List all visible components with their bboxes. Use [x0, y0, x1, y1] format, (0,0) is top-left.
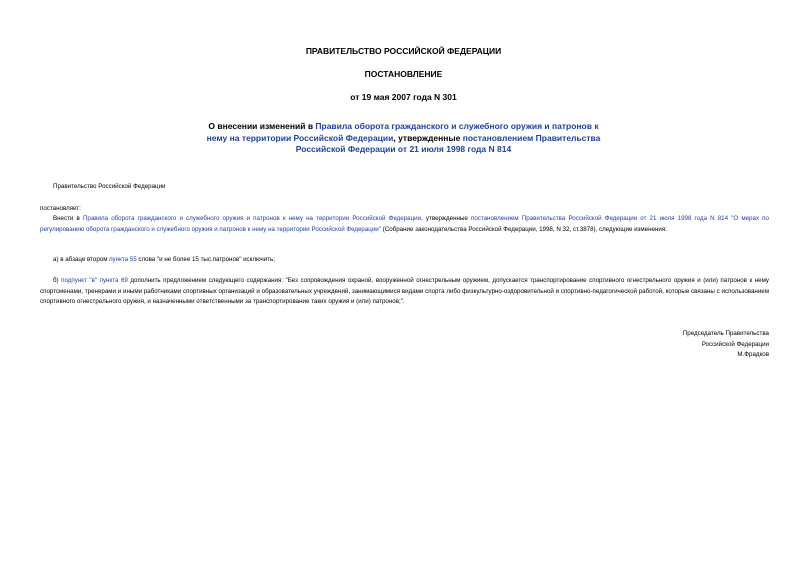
item-b-suffix: дополнить предложением следующего содержания: "Без сопровождения охраной, вооруженной огнестрельным оружием, допускается транспортирование спортивного огнестрельного оружия и (или) патронов к нему спортсменами, тренерами и иными работниками спортивных организаций и образовательных учреждений, занимающимися видами спорта либо физкультурно-оздоровительной и спортивно-педагогической работой, которые связаны с использованием спортивного огнестрельного оружия, и назначенными ответственными за транспортирование таких оружия и (или) патронов;".: [40, 277, 769, 306]
signature-position: Председатель Правительства: [682, 330, 769, 337]
document-date-number: от 19 мая 2007 года N 301: [350, 92, 457, 102]
item-b-paragraph: [40, 276, 769, 308]
main-measures-link[interactable]: "О мерах по регулированию оборота гражданского и служебного оружия и патронов к нему на территории Российской Федерации": [40, 215, 769, 233]
title-resolution-link[interactable]: постановлением Правительства Российской Федерации от 21 июля 1998 года N 814: [295, 132, 601, 154]
item-a-link[interactable]: пункта 55: [109, 256, 137, 263]
main-rules-link[interactable]: Правила оборота гражданского и служебного оружия и патронов к нему на территории Российской Федерации: [82, 215, 422, 222]
item-a-prefix: а) в абзаце втором: [53, 256, 110, 263]
item-a-paragraph: [40, 255, 769, 266]
title-middle: , утвержденные: [393, 132, 463, 143]
main-middle: , утвержденные: [421, 215, 471, 222]
main-suffix: (Собрание законодательства Российской Федерации, 1998, N 32, ст.3878), следующие изменения:: [380, 225, 667, 233]
government-heading: ПРАВИТЕЛЬСТВО РОССИЙСКОЙ ФЕДЕРАЦИИ: [305, 46, 502, 56]
item-a-suffix: слова "и не более 15 тыс.патронов" исключить;: [136, 256, 276, 263]
decrees-line: постановляет:: [40, 205, 81, 212]
government-line: Правительство Российской Федерации: [53, 183, 166, 190]
main-resolution-link[interactable]: постановлением Правительства Российской Федерации от 21 июля 1998 года N 814: [470, 215, 729, 222]
document-type-heading: ПОСТАНОВЛЕНИЕ: [364, 69, 443, 79]
document-title: [200, 121, 607, 156]
signature-block: [560, 329, 769, 361]
signature-organization: Российской Федерации: [701, 340, 769, 348]
main-prefix: Внести в: [53, 215, 83, 222]
signature-name: М.Фрадков: [737, 351, 769, 359]
main-paragraph: [40, 214, 769, 235]
item-b-prefix: б): [53, 277, 62, 284]
item-b-link[interactable]: подпункт "в" пункта 69: [61, 277, 128, 284]
title-rules-link[interactable]: Правила оборота гражданского и служебного оружия и патронов к нему на территории Российской Федерации: [206, 121, 599, 143]
title-prefix: О внесении изменений в: [208, 121, 316, 131]
